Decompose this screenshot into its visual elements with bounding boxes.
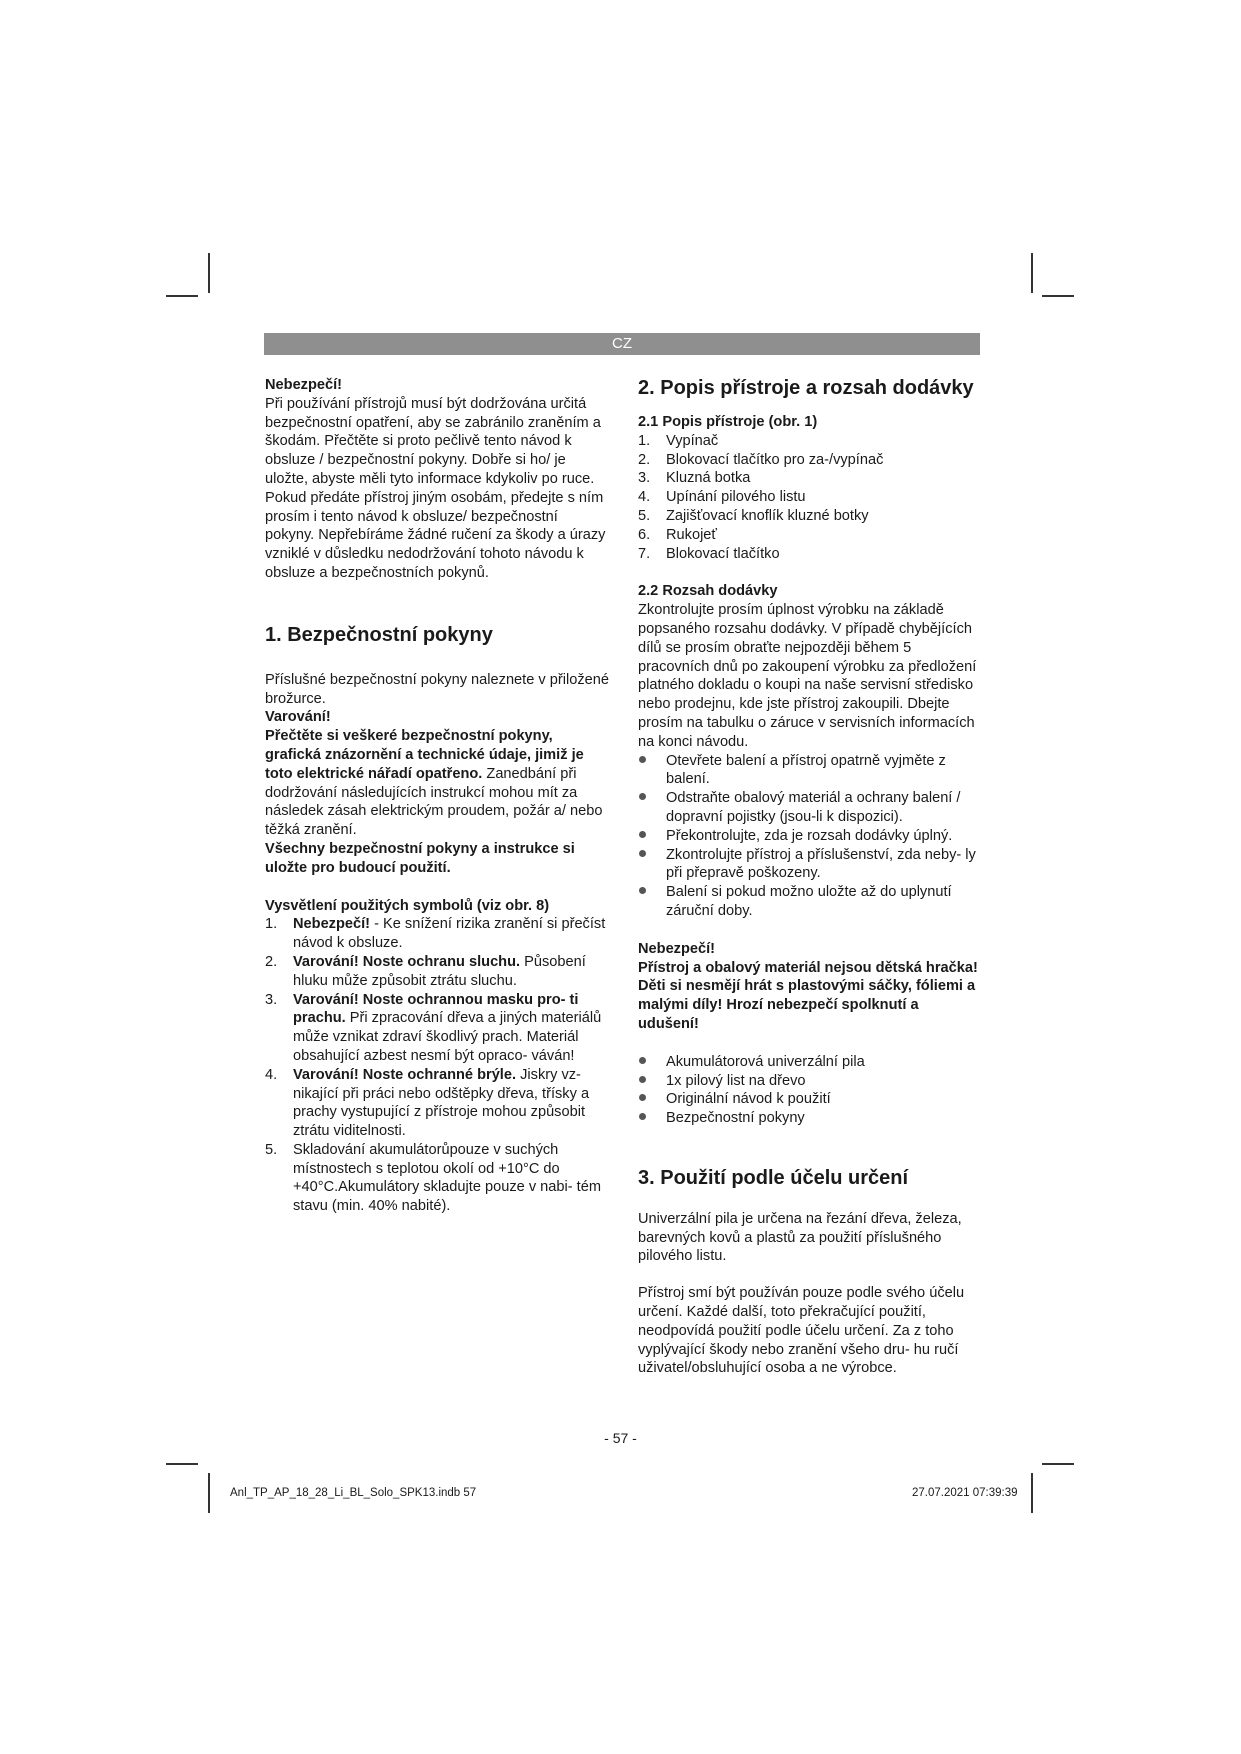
bullet-icon <box>639 831 646 838</box>
list-item-text: 1x pilový list na dřevo <box>666 1072 806 1089</box>
list-item <box>265 1141 610 1216</box>
list-item <box>638 469 983 488</box>
list-item <box>638 752 983 790</box>
list-item-text: Vypínač <box>666 432 719 449</box>
page-number: - 57 - <box>604 1430 637 1446</box>
list-item-text: Kluzná botka <box>666 470 751 487</box>
list-number: 7. <box>638 545 651 562</box>
list-item-text: Balení si pokud možno uložte až do uplynutí záruční doby. <box>666 884 952 919</box>
list-item <box>638 827 983 846</box>
list-item <box>638 451 983 470</box>
list-number: 3. <box>638 470 651 487</box>
list-item-bold: Varování! Noste ochranné brýle. <box>293 1066 517 1083</box>
section3-title: 3. Použití podle účelu určení <box>638 1166 909 1189</box>
list-item <box>638 1090 983 1109</box>
bullet-icon <box>639 1113 646 1120</box>
warning-label: Varování! <box>265 709 331 726</box>
list-item-text: Působení hluku může způsobit ztrátu sluchu. <box>293 953 586 989</box>
list-item <box>638 1109 983 1128</box>
list-item-text: Zkontrolujte přístroj a příslušenství, zda neby- ly při přepravě poškozeny. <box>666 846 976 882</box>
list-number: 1. <box>638 432 651 449</box>
section3-paragraph-1: Univerzální pila je určena na řezání dřeva, železa, barevných kovů a plastů za použití příslušného pilového listu. <box>638 1210 962 1265</box>
warning-text: Zanedbání při dodržování následujících instrukcí mohou mít za následek zásah elektrickým proudem, požár a/ nebo těžká zranění. <box>265 765 603 839</box>
crop-mark <box>208 253 210 293</box>
keep-instructions: Všechny bezpečnostní pokyny a instrukce si uložte pro budoucí použití. <box>265 840 575 876</box>
warning-paragraph <box>265 727 610 840</box>
symbols-title: Vysvětlení použitých symbolů (viz obr. 8) <box>265 897 550 914</box>
language-label: CZ <box>612 335 632 352</box>
bullet-icon <box>639 756 646 763</box>
list-item-text: Při zpracování dřeva a jiných materiálů může vznikat zdraví škodlivý prach. Materiál obsahující azbest nesmí být opraco- váván! <box>293 1010 602 1064</box>
list-item <box>638 883 983 921</box>
list-item <box>638 526 983 545</box>
right-column <box>638 376 983 1378</box>
left-column <box>265 376 610 1216</box>
list-item <box>265 953 610 991</box>
crop-mark <box>1031 253 1033 293</box>
list-item-text: Skladování akumulátorůpouze v suchých místnostech s teplotou okolí od +10°C do +40°C.Akumulátory skladujte pouze v nabi- tém stavu (min. 40% nabité). <box>293 1141 602 1215</box>
section2-title: 2. Popis přístroje a rozsah dodávky <box>638 377 974 399</box>
section2-2-title: 2.2 Rozsah dodávky <box>638 583 778 600</box>
list-item-text: Blokovací tlačítko <box>666 545 780 562</box>
contents-list <box>638 1053 983 1128</box>
list-item <box>638 1053 983 1072</box>
footer-filename: Anl_TP_AP_18_28_Li_BL_Solo_SPK13.indb 57 <box>230 1487 477 1499</box>
list-item <box>265 1066 610 1141</box>
bullet-icon <box>639 1057 646 1064</box>
section2-2-text: Zkontrolujte prosím úplnost výrobku na základě popsaného rozsahu dodávky. V případě chybějících dílů se prosím obraťte nejpozději během 5 pracovních dnů po zakoupení výrobku za předložení platného dokladu o koupi na naše servisní středisko nebo prodejnu, kde jste přístroj zakoupili. Dbejte prosím na tabulku o záruce v servisních informacích na konci návodu. <box>638 602 977 750</box>
bullet-icon <box>639 793 646 800</box>
list-item-text: Blokovací tlačítko pro za-/vypínač <box>666 451 884 468</box>
list-number: 4. <box>638 489 651 506</box>
section1-title: 1. Bezpečnostní pokyny <box>265 623 493 646</box>
section1-intro: Příslušné bezpečnostní pokyny naleznete v přiložené brožurce. <box>265 671 609 707</box>
danger-title: Nebezpečí! <box>265 377 343 393</box>
list-item <box>638 846 983 884</box>
list-item-text: - Ke snížení rizika zranění si přečíst návod k obsluze. <box>293 916 606 952</box>
list-number: 4. <box>265 1066 278 1083</box>
bullet-icon <box>639 1094 646 1101</box>
section2-1-title: 2.1 Popis přístroje (obr. 1) <box>638 414 818 430</box>
list-item <box>265 991 610 1066</box>
list-number: 5. <box>638 507 651 524</box>
crop-mark <box>1042 295 1074 297</box>
list-item <box>638 1072 983 1091</box>
danger-text: Při používání přístrojů musí být dodržována určitá bezpečnostní opatření, aby se zabránilo zraněním a škodám. Přečtěte si proto pečlivě tento návod k obsluze / bezpečnostní pokyny. Dobře si ho/ je uložte, abyste měli tyto informace kdykoliv po ruce. Pokud předáte přístroj jiným osobám, předejte s ním prosím i tento návod k obsluze/ bezpečnostní pokyny. Nepřebíráme žádné ručení za škody a úrazy vzniklé v důsledku nedodržování tohoto návodu k obsluze a bezpečnostních pokynů. <box>265 395 606 581</box>
footer-timestamp: 27.07.2021 07:39:39 <box>912 1487 1018 1499</box>
delivery-steps-list <box>638 752 983 921</box>
list-item-bold: Varování! Noste ochranu sluchu. <box>293 953 521 970</box>
crop-mark <box>166 295 198 297</box>
list-number: 2. <box>638 451 651 468</box>
list-item <box>638 545 983 564</box>
list-item <box>638 488 983 507</box>
list-item-bold: Nebezpečí! <box>293 916 371 933</box>
list-number: 3. <box>265 991 278 1008</box>
language-header-bar <box>264 333 980 355</box>
list-item-text: Upínání pilového listu <box>666 489 806 506</box>
list-item-text: Překontrolujte, zda je rozsah dodávky úplný. <box>666 827 953 844</box>
list-item-text: Zajišťovací knoflík kluzné botky <box>666 507 869 524</box>
crop-mark <box>166 1463 198 1465</box>
symbols-list <box>265 915 610 1216</box>
section3-paragraph-2: Přístroj smí být používán pouze podle svého účelu určení. Každé další, toto překračující použití, neodpovídá použití podle účelu určení. Za z toho vyplývající škody nebo zranění všeho dru- hu ručí uživatel/obsluhující osoba a ne výrobce. <box>638 1285 965 1377</box>
bullet-icon <box>639 1076 646 1083</box>
danger2-text: Přístroj a obalový materiál nejsou dětská hračka! Děti si nesmějí hrát s plastovými sáčky, fóliemi a malými díly! Hrozí nebezpečí spolknutí a udušení! <box>638 959 978 1032</box>
crop-mark <box>1042 1463 1074 1465</box>
list-number: 6. <box>638 526 651 543</box>
parts-list <box>638 432 983 564</box>
bullet-icon <box>639 850 646 857</box>
list-number: 1. <box>265 916 278 933</box>
list-item-bold: Varování! Noste ochrannou masku pro- ti prachu. <box>293 991 579 1027</box>
list-item-text: Jiskry vz- nikající při práci nebo odštěpky dřeva, třísky a prachy vystupující z přístroje mohou způsobit ztrátu viditelnosti. <box>293 1066 590 1140</box>
list-item <box>638 432 983 451</box>
list-item <box>638 789 983 827</box>
bullet-icon <box>639 887 646 894</box>
list-item <box>638 507 983 526</box>
crop-mark <box>208 1473 210 1513</box>
list-number: 5. <box>265 1141 278 1158</box>
danger2-title: Nebezpečí! <box>638 940 716 957</box>
list-item-text: Otevřete balení a přístroj opatrně vyjměte z balení. <box>666 752 946 788</box>
list-item-text: Akumulátorová univerzální pila <box>666 1053 865 1070</box>
list-number: 2. <box>265 953 278 970</box>
list-item-text: Rukojeť <box>666 526 717 543</box>
list-item-text: Odstraňte obalový materiál a ochrany balení / dopravní pojistky (jsou-li k dispozici). <box>666 790 961 825</box>
crop-mark <box>1031 1473 1033 1513</box>
warning-bold: Přečtěte si veškeré bezpečnostní pokyny, grafická znázornění a technické údaje, jimiž je toto elektrické nářadí opatřeno. <box>265 728 584 782</box>
list-item-text: Bezpečnostní pokyny <box>666 1110 805 1127</box>
list-item-text: Originální návod k použití <box>666 1091 831 1108</box>
list-item <box>265 915 610 953</box>
